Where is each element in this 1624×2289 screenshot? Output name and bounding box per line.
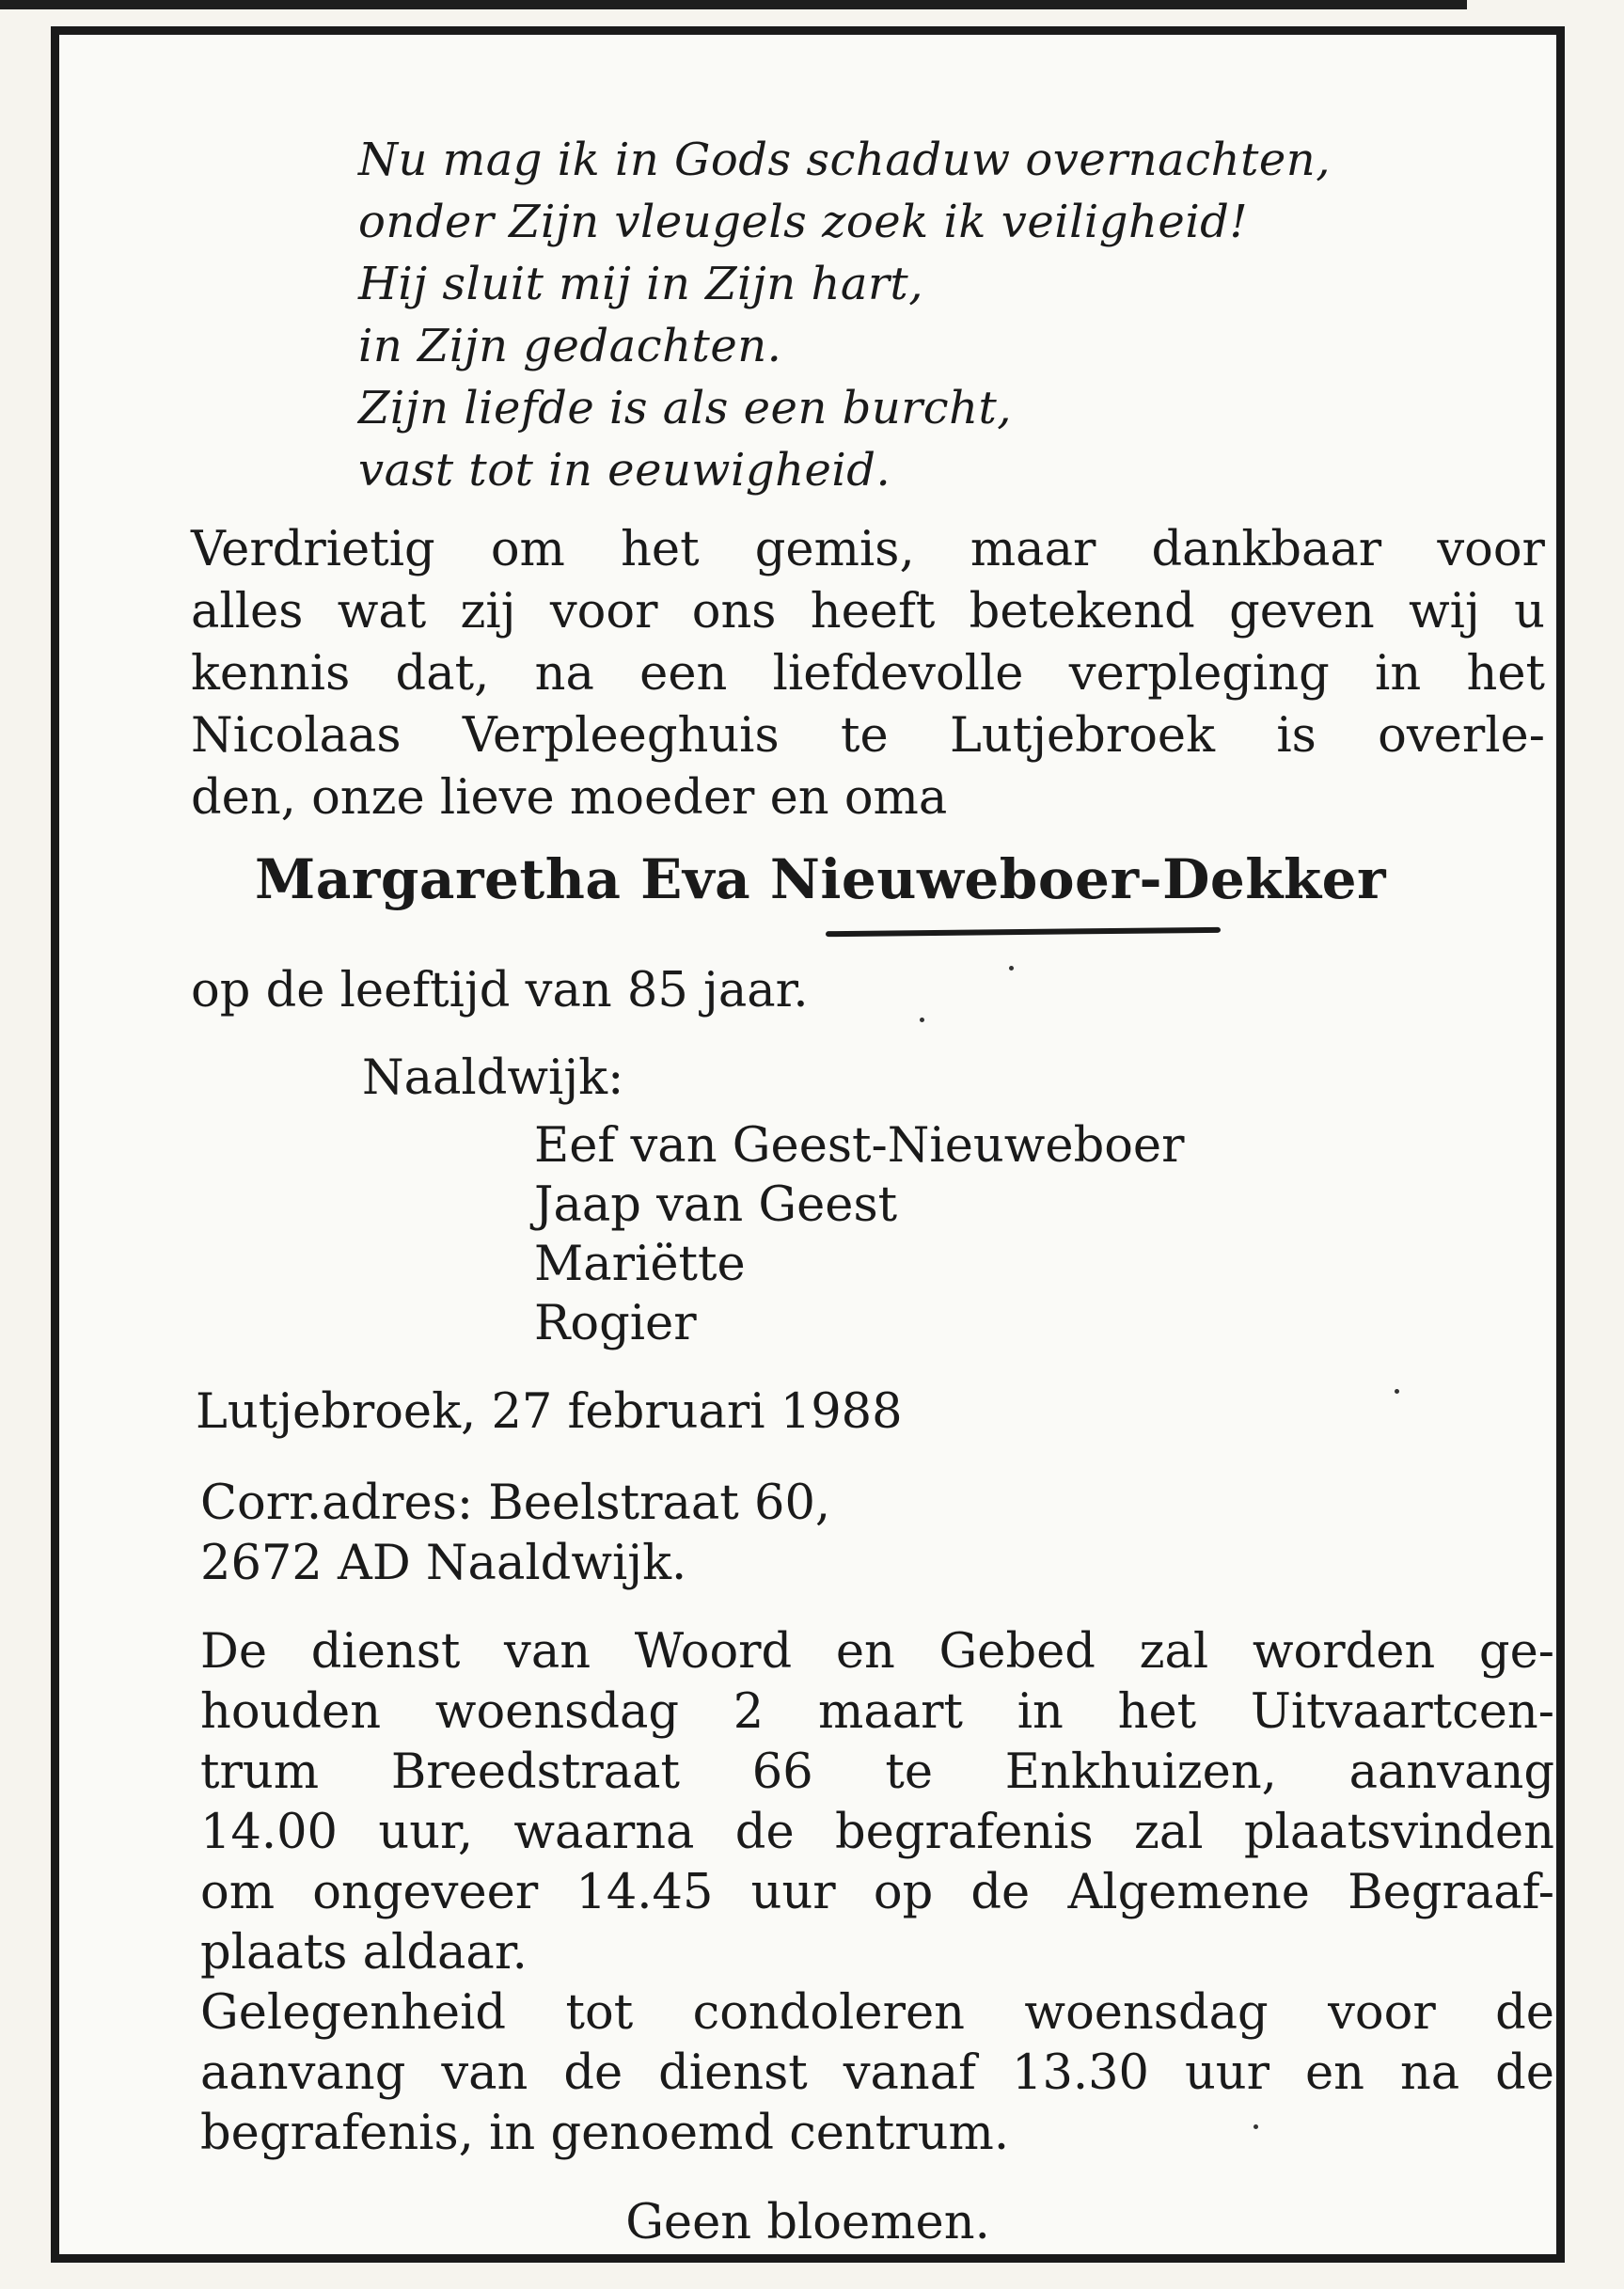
word: en (1304, 2045, 1364, 2101)
handwritten-underline (826, 927, 1221, 937)
word: wij (1409, 584, 1480, 639)
correspondence-address (200, 1474, 830, 1594)
word: woensdag (434, 1684, 680, 1740)
word: om (490, 522, 565, 577)
word: woensdag (1024, 1985, 1269, 2041)
word: aanvang (200, 2045, 406, 2101)
word: voor (1328, 1985, 1436, 2041)
family-members (534, 1116, 1185, 1353)
word: zal (1133, 1805, 1204, 1860)
word: De (200, 1624, 268, 1680)
word: voor (1437, 522, 1545, 577)
word: na (534, 646, 594, 702)
word: uur (1184, 2045, 1270, 2101)
word: alles (191, 584, 304, 639)
word: uur (750, 1865, 836, 1920)
poem-line: Hij sluit mij in Zijn hart, (358, 258, 923, 310)
word: de (1495, 1985, 1554, 2041)
word: 14.00 (200, 1805, 339, 1860)
word: plaatsvinden (1243, 1805, 1554, 1860)
condolence-line (200, 1983, 1554, 2044)
word: condoleren (692, 1985, 965, 2041)
print-speck (920, 1018, 924, 1022)
word: verpleging (1068, 646, 1330, 702)
word: Verpleeghuis (462, 708, 780, 764)
word: zij (460, 584, 516, 639)
top-rule (0, 0, 1467, 9)
word: het (621, 522, 700, 577)
word: wat (337, 584, 427, 639)
poem-line: Nu mag ik in Gods schaduw overnachten, (358, 134, 1331, 186)
service-line (200, 1743, 1554, 1803)
word: 2 (733, 1684, 765, 1740)
family-member: Rogier (534, 1296, 697, 1351)
obituary-frame (51, 26, 1565, 2263)
word: de (563, 2045, 623, 2101)
word: houden (200, 1684, 382, 1740)
word: dienst (310, 1624, 461, 1680)
poem-line: Zijn liefde is als een burcht, (358, 382, 1013, 434)
print-speck (1253, 2124, 1258, 2129)
word: op (873, 1865, 934, 1920)
word: dankbaar (1151, 522, 1382, 577)
word: het (1466, 646, 1545, 702)
word: Nicolaas (191, 708, 402, 764)
announcement-text (191, 519, 1545, 829)
word: u (1514, 584, 1545, 639)
service-line (200, 1622, 1554, 1682)
word: trum (200, 1744, 320, 1800)
word: 13.30 (1012, 2045, 1150, 2101)
word: Uitvaartcen- (1250, 1684, 1554, 1740)
word: liefdevolle (772, 646, 1024, 702)
announcement-line (191, 519, 1545, 581)
word: 14.45 (575, 1865, 714, 1920)
word: van (504, 1624, 591, 1680)
family-place: Naaldwijk: (362, 1050, 624, 1106)
word: Enkhuizen, (1004, 1744, 1277, 1800)
word: ge- (1478, 1624, 1554, 1680)
word: te (885, 1744, 934, 1800)
word: de (1495, 2045, 1554, 2101)
word: Begraaf- (1348, 1865, 1554, 1920)
word: tot (565, 1985, 634, 2041)
word: Breedstraat (390, 1744, 681, 1800)
condolence-details (200, 1983, 1554, 2164)
word: overle- (1378, 708, 1545, 764)
word: Gebed (938, 1624, 1096, 1680)
word: ons (691, 584, 777, 639)
word: is (1276, 708, 1317, 764)
service-line (200, 1863, 1554, 1923)
poem-line: vast tot in eeuwigheid. (358, 444, 891, 497)
word: gemis, (754, 522, 915, 577)
word: heeft (810, 584, 936, 639)
word: en (835, 1624, 895, 1680)
condolence-line (200, 2044, 1554, 2104)
word: Woord (634, 1624, 793, 1680)
poem-line: in Zijn gedachten. (358, 320, 782, 372)
word: maar (970, 522, 1096, 577)
word: na (1399, 2045, 1460, 2101)
no-flowers-note: Geen bloemen. (625, 2195, 990, 2250)
word: te (840, 708, 889, 764)
dateline: Lutjebroek, 27 februari 1988 (196, 1384, 903, 1440)
word: 66 (751, 1744, 813, 1800)
condolence-line: begrafenis, in genoemd centrum. (200, 2106, 1010, 2161)
word: in (1375, 646, 1422, 702)
word: begrafenis (834, 1805, 1094, 1860)
announcement-line (191, 643, 1545, 705)
word: uur, (378, 1805, 474, 1860)
word: waarna (513, 1805, 695, 1860)
announcement-line (191, 581, 1545, 643)
word: het (1117, 1684, 1197, 1740)
word: Verdrietig (191, 522, 435, 577)
word: dienst (658, 2045, 808, 2101)
service-line: plaats aldaar. (200, 1925, 528, 1981)
word: ongeveer (312, 1865, 539, 1920)
word: worden (1252, 1624, 1436, 1680)
word: dat, (395, 646, 490, 702)
word: van (441, 2045, 528, 2101)
word: geven (1229, 584, 1375, 639)
word: voor (549, 584, 658, 639)
family-member: Eef van Geest-Nieuweboer (534, 1118, 1185, 1174)
word: de (734, 1805, 795, 1860)
address-line: Corr.adres: Beelstraat 60, (200, 1476, 831, 1531)
word: een (639, 646, 728, 702)
service-details (200, 1622, 1554, 1983)
word: vanaf (843, 2045, 977, 2101)
word: aanvang (1348, 1744, 1554, 1800)
word: betekend (969, 584, 1195, 639)
deceased-name: Margaretha Eva Nieuweboer-Dekker (255, 847, 1387, 911)
word: Algemene (1067, 1865, 1310, 1920)
deceased-age: op de leeftijd van 85 jaar. (191, 963, 809, 1018)
word: om (200, 1865, 276, 1920)
word: de (970, 1865, 1031, 1920)
service-line (200, 1803, 1554, 1863)
family-member: Mariëtte (534, 1237, 746, 1292)
word: in (1017, 1684, 1064, 1740)
family-member: Jaap van Geest (534, 1177, 898, 1233)
print-speck (1009, 966, 1014, 971)
announcement-line: den, onze lieve moeder en oma (191, 770, 948, 826)
word: Gelegenheid (200, 1985, 507, 2041)
address-line: 2672 AD Naaldwijk. (200, 1536, 687, 1591)
word: maart (817, 1684, 963, 1740)
word: Lutjebroek (949, 708, 1216, 764)
poem (358, 129, 1331, 501)
word: zal (1139, 1624, 1209, 1680)
poem-line: onder Zijn vleugels zoek ik veiligheid! (358, 196, 1249, 248)
print-speck (1395, 1389, 1399, 1394)
announcement-line (191, 705, 1545, 767)
word: kennis (191, 646, 351, 702)
service-line (200, 1682, 1554, 1743)
